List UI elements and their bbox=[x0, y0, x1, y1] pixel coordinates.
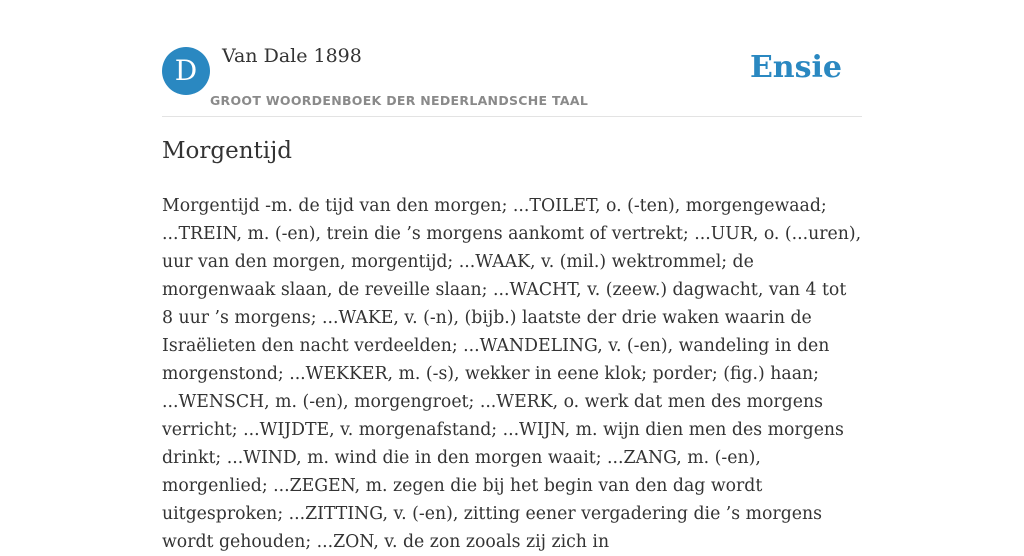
entry-definition: Morgentijd -m. de tijd van den morgen; ...TOILET, o. (-ten), morgengewaad; ...TREIN, m. (-en), trein die ’s morgens aankomt of vertrekt; ...UUR, o. (...uren), uur van den morgen, morgentijd; ...WAAK, v. (mil.) wektrommel; de morgenwaak slaan, de reveille slaan; ...WACHT, v. (zeew.) dagwacht, van 4 tot 8 uur ’s morgens; ...WAKE, v. (-n), (bijb.) laatste der drie waken waarin de Israëlieten den nacht verdeelden; ...WANDELING, v. (-en), wandeling in den morgenstond; ...WEKKER, m. (-s), wekker in eene klok; porder; (fig.) haan; ...WENSCH, m. (-en), morgengroet; ...WERK, o. werk dat men des morgens verricht; ...WIJDTE, v. morgenafstand; ...WIJN, m. wijn dien men des morgens drinkt; ...WIND, m. wind die in den morgen waait; ...ZANG, m. (-en), morgenlied; ...ZEGEN, m. zegen die bij het begin van den dag wordt uitgesproken; ...ZITTING, v. (-en), zitting eener vergadering die ’s morgens wordt gehouden; ...ZON, v. de zon zooals zij zich in bbox=[162, 196, 862, 552]
dictionary-logo-badge[interactable]: D bbox=[162, 47, 210, 95]
content-container bbox=[162, 0, 862, 552]
entry-headword: Morgentijd bbox=[162, 138, 292, 164]
ensie-logo-link[interactable]: Ensie bbox=[749, 50, 842, 85]
dictionary-title[interactable]: Van Dale 1898 bbox=[222, 45, 362, 67]
dictionary-header bbox=[162, 0, 862, 117]
dictionary-subtitle: GROOT WOORDENBOEK DER NEDERLANDSCHE TAAL bbox=[210, 93, 589, 108]
